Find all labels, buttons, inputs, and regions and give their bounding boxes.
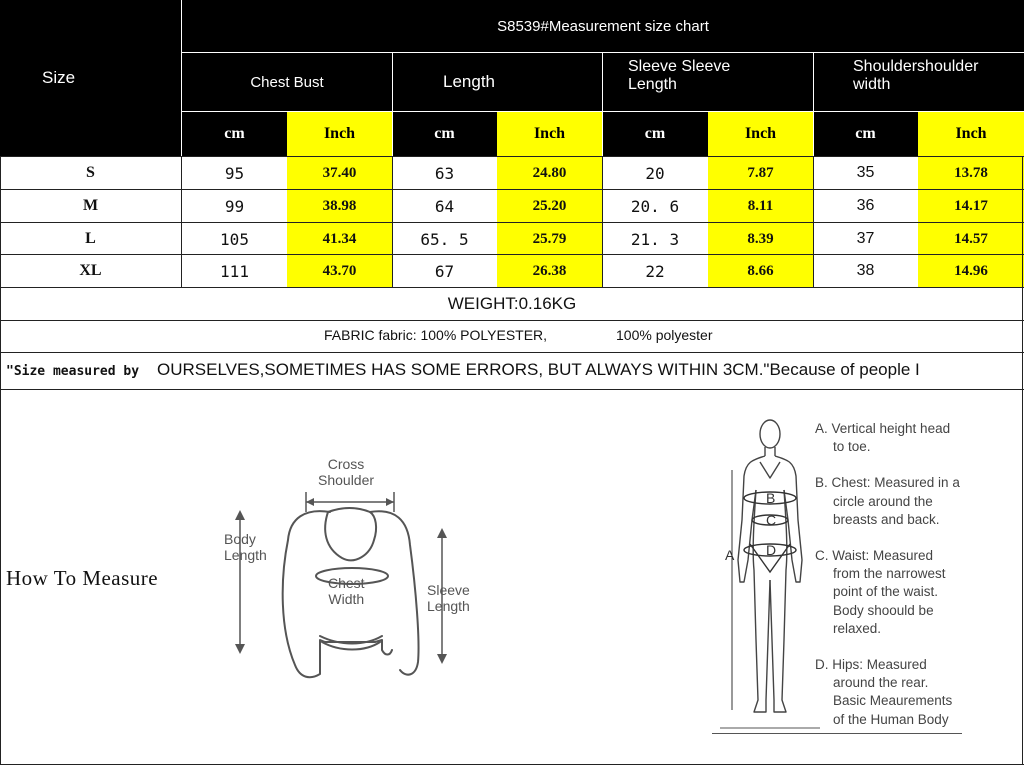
unit-inch-header: Inch: [708, 112, 813, 156]
disclaimer-row: [0, 352, 1024, 389]
measurement-note-line: Body shoould be: [833, 602, 934, 618]
measurement-note-line: circle around the: [833, 493, 933, 509]
measurement-note-line: relaxed.: [833, 620, 882, 636]
unit-cm-header: cm: [644, 125, 666, 142]
cm-value-cell: 67: [434, 261, 455, 281]
figure-letter-c: C: [766, 512, 777, 528]
cm-value-cell: 38: [856, 262, 875, 279]
col-shoulder-line1: Shouldershoulder: [853, 58, 979, 75]
unit-inch-header: Inch: [918, 112, 1024, 156]
cm-value-cell: 22: [645, 261, 665, 281]
measurement-note-line: A. Vertical height head: [815, 421, 951, 436]
col-chest-bust: [182, 53, 392, 111]
body-length-line1: Body: [224, 531, 256, 547]
measurement-notes: [815, 420, 1015, 729]
how-to-measure-title: [6, 566, 158, 591]
measurement-note-line: point of the waist.: [833, 584, 939, 600]
size-cell: XL: [79, 262, 102, 279]
size-cell: L: [85, 230, 96, 247]
measurement-note-line: B. Chest: Measured in a: [815, 475, 960, 491]
inch-value-cell: 25.79: [497, 223, 602, 255]
col-chest-bust-label: Chest Bust: [250, 73, 324, 91]
cm-value-cell: 95: [224, 163, 245, 183]
sleeve-length-line1: Sleeve: [427, 582, 470, 598]
figure-letter-a: A: [725, 547, 735, 563]
measurement-note: [815, 474, 1015, 529]
cross-shoulder-line2: Shoulder: [318, 472, 375, 488]
size-cell: M: [82, 197, 99, 214]
figure-letter-d: D: [766, 542, 777, 558]
body-length-line2: Length: [224, 547, 267, 563]
measurement-note: [815, 656, 1015, 729]
col-length-label: Length: [443, 72, 495, 91]
chart-title-text: S8539#Measurement size chart: [497, 17, 709, 35]
measurement-note-line: around the rear.: [833, 675, 929, 691]
human-figure-diagram: [720, 410, 820, 730]
inch-value-cell: 14.96: [918, 255, 1024, 287]
measurement-note-line: of the Human Body: [833, 711, 949, 727]
cm-value-cell: 105: [220, 229, 249, 249]
cm-value-cell: 111: [220, 261, 249, 281]
cm-value-cell: 21. 3: [630, 229, 680, 249]
inch-value-cell: 43.70: [287, 255, 392, 287]
col-length: [392, 53, 602, 111]
inch-value-cell: 8.11: [708, 190, 813, 222]
chest-width-line1: Chest: [328, 575, 365, 591]
inch-value-cell: 41.34: [287, 223, 392, 255]
disclaimer-text: OURSELVES,SOMETIMES HAS SOME ERRORS, BUT ALWAYS WITHIN 3CM."Because of people I: [157, 360, 920, 379]
cm-value-cell: 36: [856, 197, 875, 214]
cm-value-cell: 63: [434, 163, 455, 183]
fabric-row: [0, 320, 1024, 352]
figure-letter-b: B: [766, 490, 776, 506]
col-shoulder-line2: width: [853, 76, 891, 93]
col-sleeve-line1: Sleeve Sleeve: [628, 58, 731, 75]
inch-value-cell: 13.78: [918, 157, 1024, 189]
col-sleeve-length: [602, 58, 812, 110]
unit-cm-header: cm: [855, 125, 876, 142]
label-chest-width: [328, 575, 365, 607]
col-shoulder-width: [813, 58, 1024, 110]
measurement-note-line: from the narrowest: [833, 566, 946, 582]
label-cross-shoulder: [318, 456, 374, 488]
cm-value-cell: 64: [434, 196, 455, 216]
size-header-label: Size: [42, 68, 76, 87]
measurement-note-line: to toe.: [833, 439, 871, 455]
inch-value-cell: 14.57: [918, 223, 1024, 255]
unit-cm-header: cm: [224, 125, 245, 142]
inch-value-cell: 7.87: [708, 157, 813, 189]
inch-value-cell: 24.80: [497, 157, 602, 189]
size-cell: S: [86, 164, 95, 181]
inch-value-cell: 14.17: [918, 190, 1024, 222]
chart-title: [182, 0, 1024, 52]
cm-value-cell: 20. 6: [630, 196, 680, 216]
inch-value-cell: 8.39: [708, 223, 813, 255]
measurement-note: [815, 420, 1015, 456]
weight-row: [0, 287, 1024, 320]
how-to-measure-text: How To Measure: [6, 566, 159, 590]
inch-value-cell: 25.20: [497, 190, 602, 222]
size-header: [0, 0, 182, 156]
col-sleeve-line2: Length: [628, 76, 677, 93]
measurement-note-line: breasts and back.: [833, 511, 940, 527]
chest-width-line2: Width: [328, 591, 365, 607]
sleeve-length-line2: Length: [427, 598, 470, 614]
fabric-value: 100% polyester: [616, 327, 713, 343]
disclaimer-prefix: "Size measured by: [6, 364, 140, 379]
label-sleeve-length: [427, 582, 470, 614]
inch-value-cell: 38.98: [287, 190, 392, 222]
cross-shoulder-line1: Cross: [327, 456, 365, 472]
fabric-label: FABRIC fabric: 100% POLYESTER,: [324, 327, 548, 343]
measurement-note-line: C. Waist: Measured: [815, 548, 934, 564]
measurement-note-line: D. Hips: Measured: [815, 657, 927, 673]
cm-value-cell: 65. 5: [420, 229, 469, 249]
cm-value-cell: 35: [856, 164, 875, 181]
cm-value-cell: 37: [856, 230, 875, 247]
cm-value-cell: 20: [645, 163, 665, 183]
weight-text: WEIGHT:0.16KG: [447, 293, 577, 313]
inch-value-cell: 26.38: [497, 255, 602, 287]
inch-value-cell: 8.66: [708, 255, 813, 287]
measurement-note-line: Basic Meaurements: [833, 693, 953, 709]
label-body-length: [224, 531, 267, 563]
figure-baseline: [712, 733, 962, 734]
unit-inch-header: Inch: [497, 112, 602, 156]
unit-cm-header: cm: [434, 125, 455, 142]
unit-inch-header: Inch: [287, 112, 392, 156]
inch-value-cell: 37.40: [287, 157, 392, 189]
measurement-note: [815, 547, 1015, 638]
cm-value-cell: 99: [224, 196, 245, 216]
